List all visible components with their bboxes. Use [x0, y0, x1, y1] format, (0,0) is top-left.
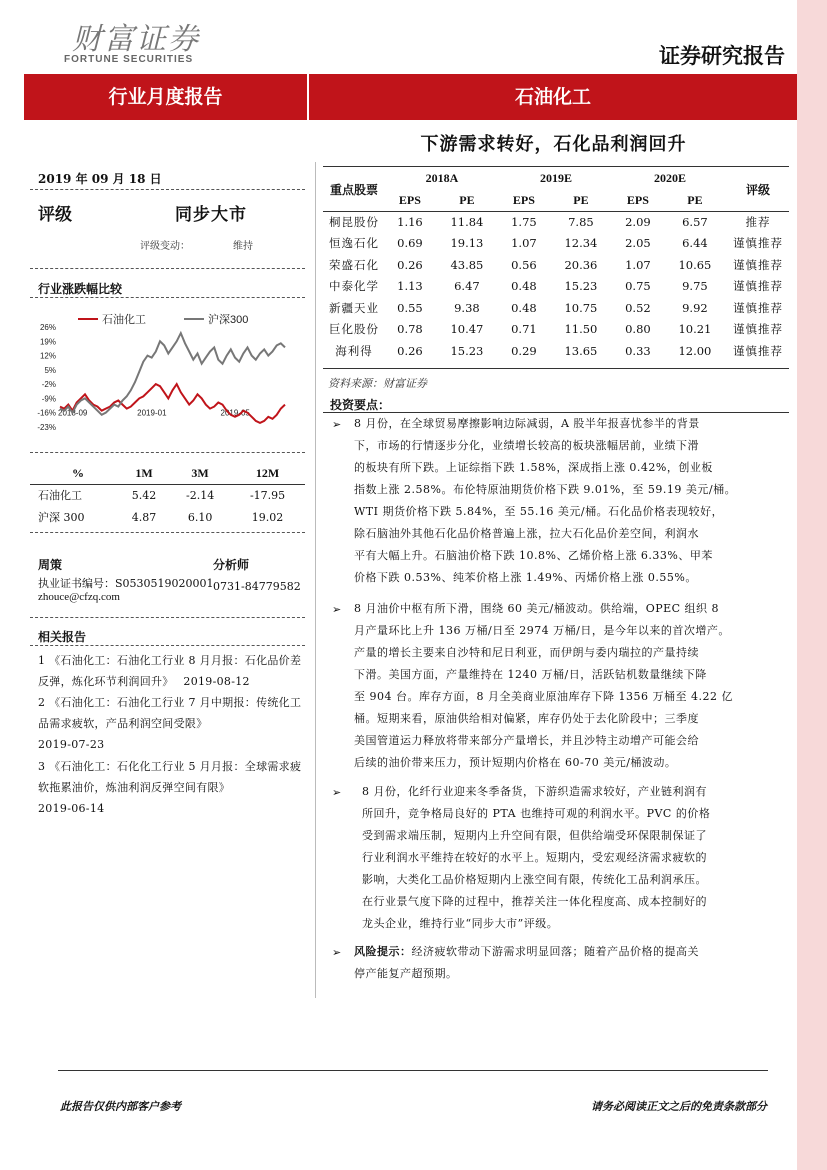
stock-value: 11.50 — [564, 322, 598, 337]
stock-value: 0.75 — [625, 279, 651, 294]
stock-value: 0.69 — [397, 236, 423, 251]
table-row — [38, 506, 305, 528]
bullet-icon: ➢ — [332, 603, 342, 616]
stock-value: 0.71 — [511, 322, 537, 337]
col-rating: 评级 — [745, 183, 770, 197]
text-line: 指数上涨 2.58%。布伦特原油期货价格下跌 9.01%，至 59.19 美元/桶。 — [354, 483, 737, 496]
table-row — [323, 319, 789, 341]
stock-value: 0.52 — [625, 300, 651, 315]
report-type: 证券研究报告 — [659, 43, 785, 68]
text-line: 在行业景气度下降的过程中，推荐关注一体化程度高、成本控制好的 — [362, 895, 707, 908]
stock-value: 1.07 — [625, 257, 651, 272]
stock-rating: 谨慎推荐 — [733, 257, 783, 272]
stock-value: 0.56 — [511, 257, 537, 272]
text-line: 的板块有所下跌。上证综指下跌 1.58%，深成指上涨 0.42%，创业板 — [354, 461, 713, 474]
text-line: 受到需求端压制，短期内上升空间有限，但供给端受环保限制保证了 — [362, 829, 707, 842]
banner-left-label: 行业月度报告 — [108, 86, 223, 108]
author-name: 周策 — [38, 558, 63, 572]
perf-cell: 19.02 — [251, 510, 284, 524]
y-tick-label: 19% — [39, 337, 56, 347]
stock-value: 0.48 — [511, 279, 537, 294]
stock-value: 10.75 — [564, 300, 598, 315]
text-line: 除石脑油外其他石化品价格普遍上涨，拉大石化品价差空间，利润水 — [354, 527, 699, 540]
text-line: 产量的增长主要来自沙特和尼日利亚，而伊朗与委内瑞拉的产量持续 — [354, 646, 699, 659]
perf-header-3m: 3M — [191, 465, 209, 480]
rating-change-value: 维持 — [233, 241, 253, 252]
stock-value: 9.38 — [454, 300, 480, 315]
paragraph-oil — [354, 598, 774, 774]
table-top-rule — [323, 166, 789, 167]
footer-right: 请务必阅读正文之后的免责条款部分 — [591, 1100, 767, 1113]
text-line: 价格下跌 0.53%、纯苯价格上涨 1.49%、丙烯价格上涨 0.55%。 — [354, 571, 697, 584]
table-row — [323, 276, 789, 298]
stock-value: 10.21 — [678, 322, 712, 337]
stock-value: 19.13 — [450, 236, 484, 251]
text-line: 龙头企业，维持行业“同步大市”评级。 — [362, 917, 559, 930]
investment-title: 投资要点： — [330, 398, 391, 412]
table-header-rule — [323, 211, 789, 212]
stock-value: 0.26 — [397, 257, 423, 272]
stock-rating: 谨慎推荐 — [733, 300, 783, 315]
perf-header-1m: 1M — [135, 465, 153, 480]
stock-name: 荣盛石化 — [329, 257, 379, 272]
divider — [30, 268, 305, 269]
stock-value: 0.78 — [397, 322, 423, 337]
stock-value: 10.65 — [678, 257, 712, 272]
stock-name: 新疆天业 — [329, 300, 379, 315]
text-line: 桶。短期来看，原油供给相对偏紧，库存仍处于去化阶段中；三季度 — [354, 712, 699, 725]
text-line: 后续的油价带来压力，预计短期内价格在 60-70 美元/桶波动。 — [354, 756, 677, 769]
rating-value: 同步大市 — [175, 205, 247, 225]
y-tick-label: -2% — [41, 380, 56, 390]
risk-text: 经济疲软带动下游需求明显回落；随着产品价格的提高关 — [411, 945, 699, 958]
text-line: 至 904 台。库存方面，8 月全美商业原油库存下降 1356 万桶至 4.22 亿 — [354, 690, 733, 703]
y-tick-label: -23% — [37, 423, 56, 432]
stock-name: 桐昆股份 — [329, 214, 379, 229]
stock-value: 1.07 — [511, 236, 537, 251]
stock-value: 0.48 — [511, 300, 537, 315]
related-report-date: 2019-08-12 — [183, 675, 250, 688]
phone-number: 0731-84779582 — [213, 580, 301, 593]
email-link[interactable]: zhouce@cfzq.com — [38, 591, 120, 603]
table-row — [323, 340, 789, 362]
legend-label-hs300: 沪深300 — [208, 314, 249, 326]
stock-value: 0.29 — [511, 343, 537, 358]
y-tick-label: 5% — [44, 365, 56, 375]
divider — [30, 189, 305, 190]
license-number: 执业证书编号：S0530519020001 — [38, 577, 214, 590]
divider — [30, 484, 305, 485]
bullet-icon: ➢ — [332, 418, 342, 431]
x-tick-label: 2018-09 — [58, 408, 88, 418]
stock-name: 中泰化学 — [329, 279, 379, 294]
col-pe: PE — [573, 192, 589, 207]
perf-header-pct: % — [72, 465, 84, 480]
side-strip — [797, 0, 827, 1170]
col-eps: EPS — [626, 192, 649, 207]
text-line: 8 月油价中枢有所下滑，围绕 60 美元/桶波动。供给端，OPEC 组织 8 — [354, 602, 720, 615]
stock-value: 0.55 — [397, 300, 423, 315]
x-tick-label: 2019-05 — [220, 408, 250, 418]
text-line: 下滑。美国方面，产量维持在 1240 万桶/日，活跃钻机数量继续下降 — [354, 668, 707, 681]
related-title: 相关报告 — [38, 630, 87, 644]
y-tick-label: -9% — [41, 394, 56, 404]
stock-value: 9.75 — [682, 279, 708, 294]
stock-value: 43.85 — [450, 257, 484, 272]
stock-value: 10.47 — [450, 322, 484, 337]
table-row — [323, 297, 789, 319]
related-report-title: 1 《石油化工：石油化工行业 8 月月报：石化品价差反弹，炼化环节利润回升》 — [38, 654, 302, 688]
stock-value: 15.23 — [450, 343, 484, 358]
stock-name: 海利得 — [335, 343, 373, 358]
divider — [30, 297, 305, 298]
col-year: 2020E — [653, 171, 686, 186]
stock-value: 12.34 — [564, 236, 598, 251]
stock-value: 0.80 — [625, 322, 651, 337]
text-line: 平有大幅上升。石脑油价格下跌 10.8%、乙烯价格上涨 6.33%、甲苯 — [354, 549, 713, 562]
text-line: 8 月份，化纤行业迎来冬季备货，下游织造需求较好，产业链利润有 — [362, 785, 707, 798]
related-report-title: 3 《石油化工：石化化工行业 5 月月报：全球需求疲软拖累油价，炼油利润反弹空间有限》 — [38, 760, 302, 794]
perf-cell: 4.87 — [131, 510, 157, 524]
stock-value: 1.75 — [511, 214, 537, 229]
report-date: 2019 年 09 月 18 日 — [38, 172, 162, 186]
key-stocks-table — [323, 168, 789, 362]
col-stock: 重点股票 — [329, 183, 378, 197]
stock-value: 0.26 — [397, 343, 423, 358]
col-year: 2019E — [539, 171, 572, 186]
text-line: 影响，大类化工品价格短期内上涨空间有限，传统化工品利润承压。 — [362, 873, 707, 886]
stock-value: 1.13 — [397, 279, 423, 294]
perf-cell: -17.95 — [249, 488, 286, 502]
stock-value: 11.84 — [450, 214, 484, 229]
related-report-date: 2019-06-14 — [38, 802, 105, 815]
report-title: 下游需求转好，石化品利润回升 — [420, 134, 687, 155]
stock-value: 7.85 — [568, 214, 594, 229]
perf-header-12m: 12M — [255, 465, 280, 480]
col-pe: PE — [459, 192, 475, 207]
col-eps: EPS — [398, 192, 421, 207]
divider — [30, 452, 305, 453]
table-row — [323, 233, 789, 255]
related-report-title: 2 《石油化工：石油化工行业 7 月中期报：传统化工品需求疲软，产品利润空间受限》 — [38, 696, 302, 730]
y-tick-label: -16% — [37, 408, 56, 418]
rating-label: 评级 — [38, 205, 72, 225]
text-line: 美国管道运力释放将带来部分产量增长，并且沙特主动增产可能会给 — [354, 734, 699, 747]
col-year: 2018A — [425, 171, 459, 186]
perf-cell: -2.14 — [185, 488, 215, 502]
related-report-date: 2019-07-23 — [38, 738, 105, 751]
text-line: 8 月份，在全球贸易摩擦影响边际减弱，A 股半年报喜忧参半的背景 — [354, 417, 700, 430]
stock-value: 2.05 — [625, 236, 651, 251]
stock-value: 6.44 — [682, 236, 708, 251]
stock-rating: 谨慎推荐 — [733, 279, 783, 294]
divider — [30, 617, 305, 618]
stock-name: 巨化股份 — [329, 322, 379, 337]
stock-value: 9.92 — [682, 300, 708, 315]
bullet-icon: ➢ — [332, 786, 342, 799]
x-tick-label: 2019-01 — [137, 408, 167, 418]
stock-rating: 谨慎推荐 — [733, 343, 783, 358]
text-line: 行业利润水平维持在较好的水平上。短期内，受宏观经济需求疲软的 — [362, 851, 707, 864]
y-tick-label: 26% — [39, 323, 56, 332]
related-report-link[interactable] — [38, 650, 305, 692]
table-row — [323, 254, 789, 276]
related-report-link[interactable] — [38, 756, 305, 819]
stock-rating: 谨慎推荐 — [733, 322, 783, 337]
stock-value: 15.23 — [564, 279, 598, 294]
text-line: 下，市场的行情逐步分化，业绩增长较高的板块涨幅居前，业绩下滑 — [354, 439, 699, 452]
perf-chart-title: 行业涨跌幅比较 — [38, 282, 123, 296]
series-line-hs300 — [60, 333, 285, 415]
performance-table — [38, 462, 305, 528]
stock-value: 12.00 — [678, 343, 712, 358]
perf-cell: 石油化工 — [38, 489, 82, 502]
perf-cell: 沪深 300 — [38, 511, 85, 524]
stock-value: 2.09 — [625, 214, 651, 229]
text-line: 停产能复产超预期。 — [354, 967, 458, 980]
footer-left: 此报告仅供内部客户参考 — [60, 1100, 181, 1113]
stock-value: 1.16 — [397, 214, 423, 229]
text-line: WTI 期货价格下跌 5.84%，至 55.16 美元/桶。石化品价格表现较好， — [354, 505, 724, 518]
stock-value: 6.57 — [682, 214, 708, 229]
col-pe: PE — [687, 192, 703, 207]
stock-value: 6.47 — [454, 279, 480, 294]
y-tick-label: 12% — [39, 351, 56, 361]
risk-label: 风险提示： — [354, 945, 412, 958]
col-eps: EPS — [512, 192, 535, 207]
stock-rating: 谨慎推荐 — [733, 236, 783, 251]
text-line: 所回升，竞争格局良好的 PTA 也维持可观的利润水平。PVC 的价格 — [362, 807, 711, 820]
paragraph-risk — [354, 941, 774, 985]
logo-chinese: 财富证券 — [72, 22, 200, 57]
table-row — [323, 211, 789, 233]
banner-right-label: 石油化工 — [514, 86, 591, 108]
stock-value: 13.65 — [564, 343, 598, 358]
legend-label-petrochem: 石油化工 — [102, 314, 146, 326]
divider — [30, 645, 305, 646]
source-note: 资料来源：财富证券 — [328, 377, 427, 390]
stock-rating: 推荐 — [745, 214, 771, 229]
analyst-label: 分析师 — [213, 558, 250, 572]
text-line: 月产量环比上升 136 万桶/日至 2974 万桶/日，是今年以来的首次增产。 — [354, 624, 730, 637]
series-line-petrochem — [60, 384, 285, 423]
column-separator — [315, 162, 316, 998]
perf-cell: 5.42 — [131, 488, 157, 502]
logo-english: FORTUNE SECURITIES — [64, 54, 194, 65]
stock-value: 20.36 — [564, 257, 598, 272]
paragraph-market — [354, 413, 774, 589]
rating-change-label: 评级变动： — [140, 241, 190, 252]
footer-rule — [58, 1070, 768, 1071]
performance-chart — [30, 305, 305, 440]
stock-name: 恒逸石化 — [329, 236, 379, 251]
table-row — [38, 484, 305, 506]
perf-cell: 6.10 — [187, 510, 213, 524]
divider — [30, 532, 305, 533]
related-report-link[interactable] — [38, 692, 305, 755]
stock-value: 0.33 — [625, 343, 651, 358]
bullet-icon: ➢ — [332, 946, 342, 959]
table-bottom-rule — [323, 368, 789, 369]
paragraph-chemicals — [362, 781, 774, 935]
